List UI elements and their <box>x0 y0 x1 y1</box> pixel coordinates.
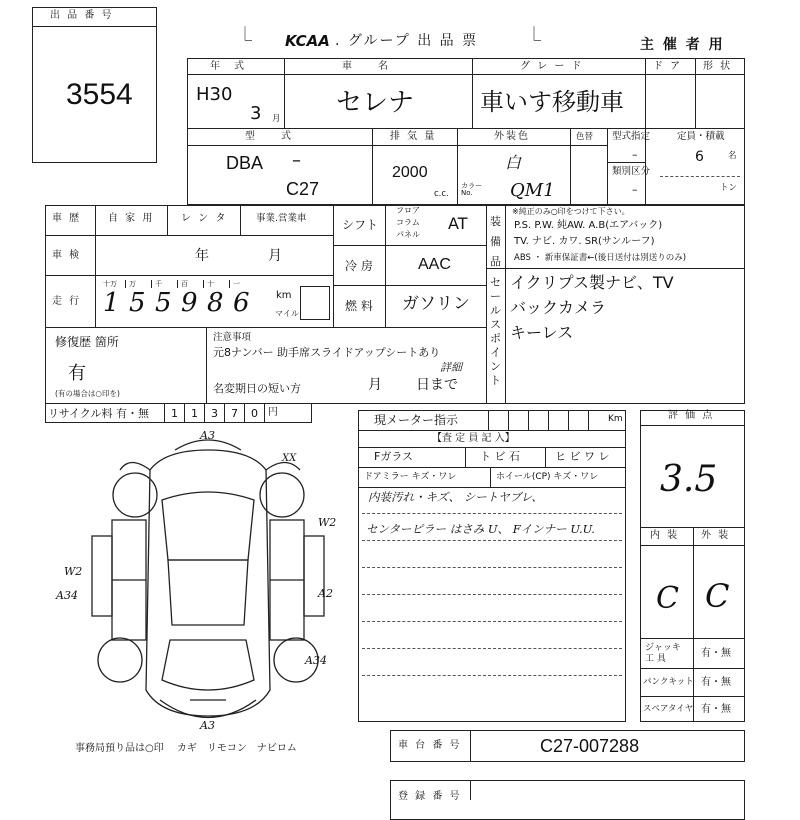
exterior-label: 外 装 <box>701 530 731 541</box>
spare-tire-label: スペアタイヤ <box>643 704 694 714</box>
year-label: 年 式 <box>210 61 246 72</box>
mileage-unit-label: 一 <box>233 280 240 288</box>
jack-label: ジャッキ 工 具 <box>645 643 681 664</box>
diagram-mark-front: A3 <box>200 429 215 442</box>
color-no-label: カラー No. <box>461 182 482 197</box>
body-label: 形 状 <box>703 61 733 72</box>
mileage-digit: 1 <box>103 288 120 318</box>
header-corner-left: ⎿ <box>238 27 252 43</box>
shift-option-column: コラム <box>396 218 420 227</box>
history-business: 事業.営業車 <box>256 213 307 224</box>
shift-option-panel: パネル <box>396 230 420 239</box>
inspection-month-unit: 月 <box>268 248 282 264</box>
km-label: km <box>276 290 292 301</box>
shift-option-floor: フロア <box>396 206 420 215</box>
mileage-digit: 5 <box>155 288 172 318</box>
displacement-label: 排 気 量 <box>390 131 437 142</box>
model-dash: – <box>292 150 301 171</box>
inspection-year-unit: 年 <box>195 248 209 264</box>
exterior-score: C <box>705 577 730 615</box>
mileage-digit: 8 <box>207 288 224 318</box>
month-unit: 月 <box>272 114 281 124</box>
shift-label: シフト <box>342 218 379 232</box>
registration-label: 登 録 番 号 <box>398 791 462 802</box>
class-label: 類別区分 <box>612 166 651 177</box>
model-code: C27 <box>286 179 320 199</box>
grade: 車いす移動車 <box>480 88 624 116</box>
mileage-unit-label: 万 <box>129 280 136 288</box>
equipment-note: ※純正のみ○印をつけて下さい。 <box>512 207 630 216</box>
ac-label: 冷 房 <box>345 259 373 273</box>
repair-label: 修復歴 箇所 <box>55 335 119 349</box>
recycle-unit: 円 <box>268 407 278 418</box>
recycle-digit: 1 <box>191 407 198 420</box>
deadline-day: 日まで <box>416 377 458 393</box>
chassis-label: 車 台 番 号 <box>398 740 462 751</box>
meter-label: 現メーター指示 <box>374 413 459 427</box>
spare-yes-no: 有・無 <box>701 704 731 715</box>
notes-text: 元8ナンバー 助手席スライドアップシートあり <box>213 346 441 359</box>
tobi-label: ト ビ 石 <box>480 450 520 463</box>
recycle-label: リサイクル料 有・無 <box>48 407 149 420</box>
car-name-label: 車 名 <box>342 61 390 72</box>
ac-value: AAC <box>418 256 451 273</box>
history-private: 自 家 用 <box>108 213 155 224</box>
score-value: 3.5 <box>660 459 718 500</box>
fuel-value: ガソリン <box>402 294 470 314</box>
door-label: ド ア <box>653 61 683 72</box>
mileage-unit-label: 十 <box>207 280 214 288</box>
mileage-digit: 6 <box>233 288 250 318</box>
lot-number: 3554 <box>66 78 133 111</box>
year-era: H30 <box>196 84 233 105</box>
inspector-title: 【査 定 員 記 入】 <box>432 433 515 444</box>
deadline-label: 名変期日の短い方 <box>213 382 301 395</box>
header-corner-right: ⎿ <box>527 27 541 43</box>
repair-value: 有 <box>68 363 86 384</box>
year-month: 3 <box>250 103 262 124</box>
mileage-label: 走 行 <box>52 296 82 307</box>
equipment-label: 装 備 品 <box>490 215 501 268</box>
organizer-label: 主 催 者 用 <box>640 37 725 53</box>
diagram-mark-left-w2: W2 <box>64 565 83 578</box>
puncture-kit-label: パンクキット <box>643 677 694 687</box>
type-designation: – <box>632 148 638 161</box>
wheel-label: ホイール(CP) キズ・ワレ <box>496 472 599 482</box>
diagram-mark-right-w2: W2 <box>318 516 337 529</box>
interior-label: 内 装 <box>650 530 680 541</box>
inspector-note-2: センターピラー はさみ U、 Fインナー U.U. <box>366 522 595 536</box>
footer-note: 事務局預り品は○印 カギ リモコン ナビロム <box>75 743 297 754</box>
repaint-label: 色替 <box>576 132 594 142</box>
car-name: セレナ <box>336 88 415 118</box>
capacity-label: 定員・積載 <box>677 131 725 142</box>
type-designation-label: 型式指定 <box>612 131 651 142</box>
chassis-number: C27-007288 <box>540 736 640 756</box>
mile-label: マイル <box>275 309 299 318</box>
jack-yes-no: 有・無 <box>701 648 731 659</box>
mileage-unit-label: 千 <box>155 280 162 288</box>
notes-handwritten: 詳細 <box>440 361 462 374</box>
history-label: 車 歴 <box>52 213 82 224</box>
recycle-digit: 0 <box>251 407 258 420</box>
exterior-color-label: 外装色 <box>494 131 530 142</box>
meter-unit: Km <box>608 414 623 424</box>
equipment-line1: P.S. P.W. 純AW. A.B(エアバック) <box>514 220 663 231</box>
fuel-label: 燃 料 <box>345 299 373 313</box>
grade-label: グ レ ー ド <box>520 61 584 72</box>
diagram-mark-left-a34: A34 <box>56 589 78 602</box>
mileage-unit-label: 百 <box>181 280 188 288</box>
diagram-mark-right-a2: A2 <box>318 587 333 600</box>
recycle-digit: 3 <box>211 407 218 420</box>
selling-points-label: セールスポイント <box>490 276 501 387</box>
repair-note: (有の場合は○印を) <box>55 389 120 398</box>
header-title: . グループ 出 品 票 <box>335 33 479 49</box>
score-label: 評 価 点 <box>668 410 715 421</box>
puncture-yes-no: 有・無 <box>701 677 731 688</box>
selling-point-3: キーレス <box>510 323 574 342</box>
model-prefix: DBA <box>226 153 264 173</box>
mileage-digit: 9 <box>181 288 198 318</box>
equipment-line2: TV. ナビ. カワ. SR(サンルーフ) <box>514 236 655 247</box>
deadline-month: 月 <box>368 377 382 393</box>
inspector-note-1: 内装汚れ・キズ、 シートヤブレ、 <box>368 490 543 504</box>
f-glass-label: Fガラス <box>374 450 413 463</box>
hibi-label: ヒ ビ ワ レ <box>555 450 610 463</box>
class-value: – <box>632 183 638 196</box>
diagram-mark-xx: XX <box>282 453 297 464</box>
selling-point-1: イクリプス製ナビ、TV <box>510 273 674 292</box>
shift-value: AT <box>448 214 468 233</box>
diagram-mark-rear: A3 <box>200 719 215 732</box>
mileage-digit: 5 <box>129 288 146 318</box>
history-rental: レ ン タ <box>181 213 228 224</box>
kcaa-logo: KCAA <box>285 32 330 50</box>
equipment-line3: ABS ・ 新車保証書←(後日送付は別送りのみ) <box>514 253 687 263</box>
diagram-mark-right-a34: A34 <box>305 654 327 667</box>
color-no: QM1 <box>510 180 555 201</box>
recycle-digit: 1 <box>171 407 178 420</box>
exterior-color: 白 <box>505 153 522 172</box>
mileage-unit-label: 十万 <box>103 280 117 288</box>
capacity: 6 <box>695 149 704 165</box>
displacement: 2000 <box>392 164 428 181</box>
mirror-label: ドアミラー キズ・ワレ <box>364 472 457 482</box>
cc-unit: c.c. <box>434 189 449 199</box>
recycle-digit: 7 <box>231 407 238 420</box>
inspection-label: 車 検 <box>52 250 82 261</box>
load-unit: トン <box>720 183 738 193</box>
notes-label: 注意事項 <box>213 332 252 343</box>
lot-number-label: 出 品 番 号 <box>50 10 114 21</box>
capacity-unit: 名 <box>728 151 737 161</box>
interior-score: C <box>656 581 679 616</box>
model-label: 型 式 <box>245 131 293 142</box>
selling-point-2: バックカメラ <box>510 298 607 317</box>
